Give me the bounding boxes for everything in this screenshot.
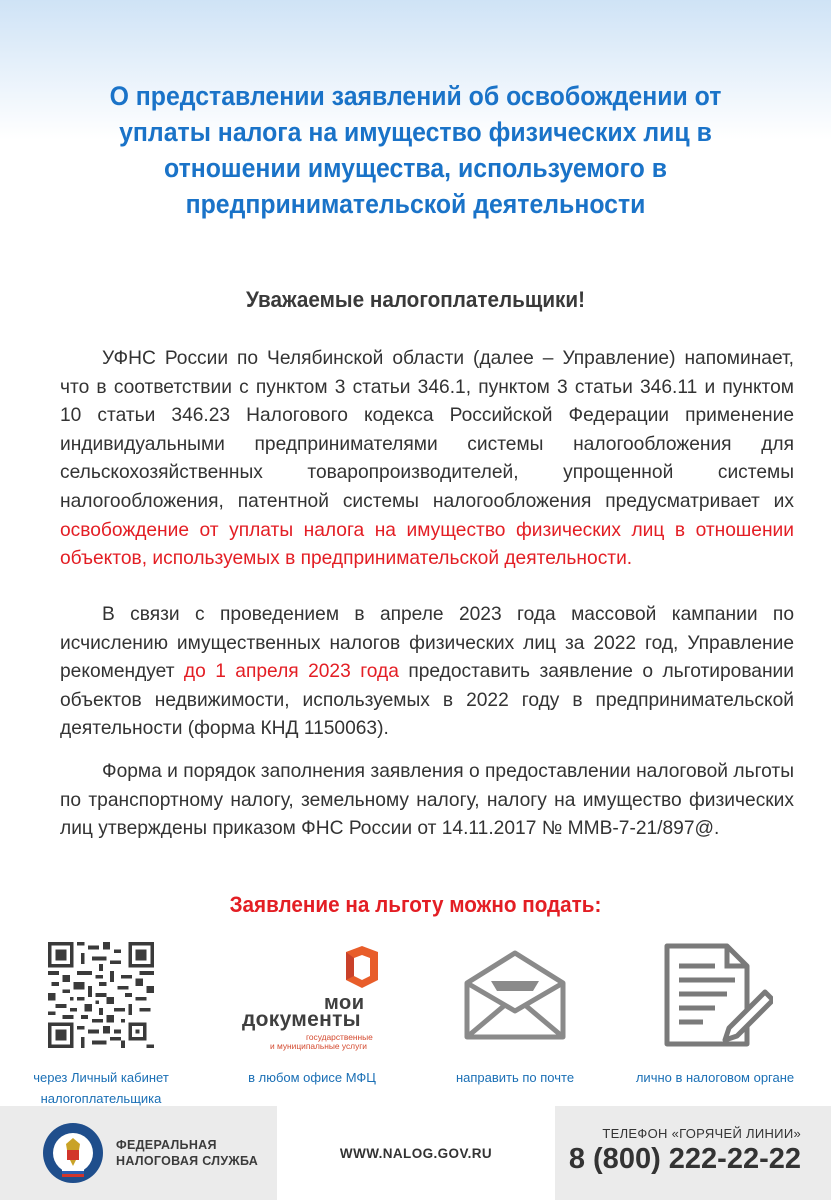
envelope-icon (461, 947, 569, 1043)
caption-in-person: лично в налоговом органе (635, 1070, 795, 1085)
caption-cabinet-line1: через Личный кабинет (33, 1070, 169, 1085)
mfc-logo-dokumenty: документы (242, 1008, 361, 1031)
mfc-logo-subtitle (270, 1033, 373, 1051)
mfc-logo-icon (242, 940, 382, 1050)
mfc-logo-moi: мои (324, 992, 365, 1014)
option-mfc[interactable] (207, 935, 417, 1088)
footer-fns-line1: ФЕДЕРАЛЬНАЯ (116, 1138, 217, 1152)
apply-heading: Заявление на льготу можно подать: (229, 892, 602, 917)
caption-mfc: в любом офисе МФЦ (248, 1070, 376, 1085)
footer-fns (0, 1106, 275, 1200)
hotline-phone[interactable]: 8 (800) 222-22-22 (568, 1143, 801, 1175)
paragraph-3 (60, 758, 794, 844)
footer-website (277, 1106, 555, 1200)
mfc-logo-sub-line1: государственные (306, 1032, 373, 1042)
footer-hotline (555, 1106, 831, 1200)
paragraph-1-highlight: освобождение от уплаты налога на имущество физических лиц в отношении объектов, используемых в предпринимательской деятельности. (60, 519, 794, 570)
paragraph-2-after: предоставить заявление о льготировании объектов недвижимости, используемых в 2022 году в предпринимательской деятельности (форма КНД 1150063). (60, 661, 794, 740)
option-mail[interactable] (410, 935, 620, 1088)
paragraph-2-deadline: до 1 апреля 2023 года (183, 661, 399, 683)
paragraph-1-text: УФНС России по Челябинской области (далее – Управление) напоминает, что в соответствии с пунктом 3 статьи 346.1, пунктом 3 статьи 346.11 и пунктом 10 статьи 346.23 Налогового кодекса Российской Федерации применение индивидуальными предпринимателями системы налогообложения для сельскохозяйственных товаропроизводителей, упрощенной системы налогообложения, патентной системы налогообложения предусматривает их (60, 348, 794, 512)
mfc-mark-icon (344, 946, 380, 988)
website-link[interactable]: WWW.NALOG.GOV.RU (339, 1145, 493, 1161)
mfc-logo-sub-line2: и муниципальные услуги (270, 1041, 367, 1051)
paragraph-3-text: Форма и порядок заполнения заявления о предоставлении налоговой льготы по транспортному налогу, земельному налогу, налогу на имущество физических лиц утверждены приказом ФНС России от 14.11.2017 № ММВ-7-21/897@. (60, 761, 794, 840)
footer (0, 1106, 831, 1200)
greeting: Уважаемые налогоплательщики! (245, 287, 586, 312)
hotline-label: ТЕЛЕФОН «ГОРЯЧЕЙ ЛИНИИ» (602, 1126, 801, 1141)
paragraph-2-before: В связи с проведением в апреле 2023 года массовой кампании по исчислению имущественных налогов физических лиц за 2022 год, Управление рекомендует (60, 604, 794, 683)
document-pen-icon (657, 942, 773, 1048)
fns-emblem-icon (42, 1122, 104, 1184)
paragraph-2 (60, 601, 794, 744)
option-in-person[interactable] (610, 935, 820, 1088)
paragraph-1 (60, 345, 794, 574)
caption-cabinet-line2: налогоплательщика (40, 1091, 162, 1106)
qr-code-icon[interactable] (48, 942, 154, 1048)
footer-fns-line2: НАЛОГОВАЯ СЛУЖБА (116, 1154, 259, 1168)
page-title: О представлении заявлений об освобождении от уплаты налога на имущество физических лиц в отношении имущества, используемого в предпринимательской деятельности (109, 81, 722, 219)
option-personal-cabinet[interactable] (0, 935, 206, 1109)
caption-mail: направить по почте (455, 1070, 575, 1085)
